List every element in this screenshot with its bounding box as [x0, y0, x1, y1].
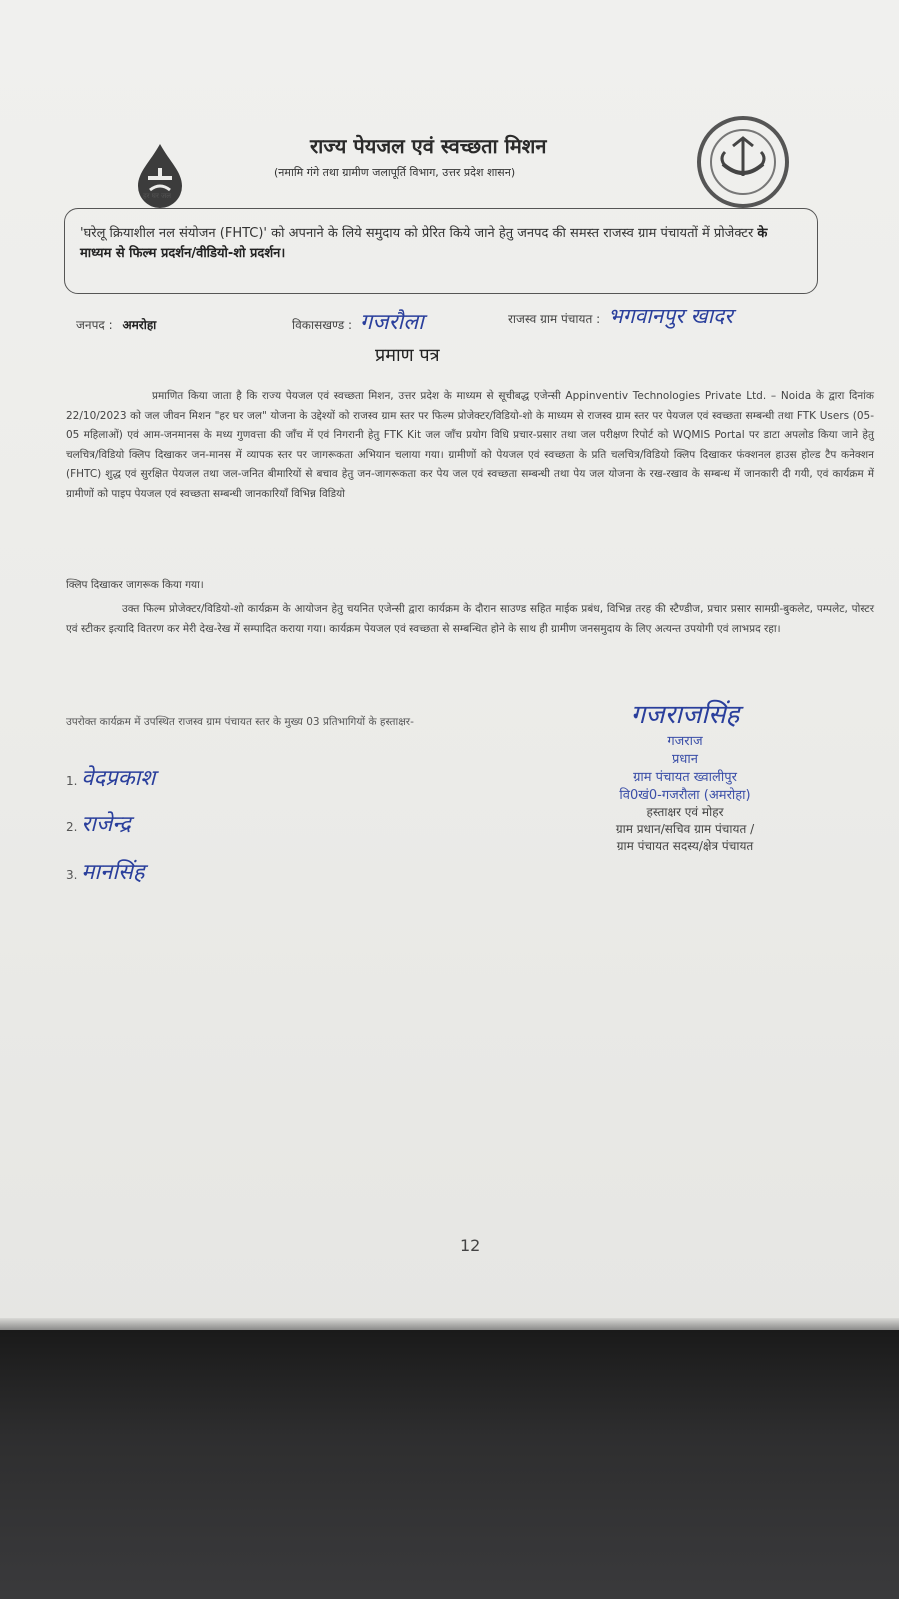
attendee-1 [66, 762, 155, 792]
signatory-role-1: ग्राम प्रधान/सचिव ग्राम पंचायत / [615, 822, 755, 836]
block-value: गजरौला [359, 310, 424, 335]
certificate-paragraph-2: उक्त फिल्म प्रोजेक्टर/विडियो-शो कार्यक्रम के आयोजन हेतु चयनित एजेन्सी द्वारा कार्यक्रम के दौरान साउण्ड सहित माईक प्रबंध, विभिन्न तरह की स्टैण्डीज, प्रचार प्रसार सामग्री-बुकलेट, पम्पलेट, पोस्टर एवं स्टीकर इत्यादि वितरण कर मेरी देख-रेख में सम्पादित कराया गया। कार्यक्रम पेयजल एवं स्वच्छता से सम्बन्धित होने के साथ ही ग्रामीण जनसमुदाय के लिए अत्यन्त उपयोगी एवं लाभप्रद रहा। [66, 603, 874, 635]
table-surface [0, 1330, 899, 1599]
gram-panchayat-value: भगवानपुर खादर [607, 304, 733, 328]
attendee-number: 1. [66, 774, 78, 788]
district-value: अमरोहा [122, 318, 157, 332]
logo-caption: हर घर जल [143, 192, 171, 200]
attendee-signature: मानसिंह [81, 860, 145, 885]
certificate-paragraph-1-end: क्लिप दिखाकर जागरूक किया गया। [66, 579, 204, 591]
header-subtitle: (नमामि गंगे तथा ग्रामीण जलापूर्ति विभाग, उत्तर प्रदेश शासन) [274, 166, 516, 179]
block-field [292, 306, 424, 336]
district-label: जनपद : [76, 318, 113, 332]
up-government-emblem [693, 112, 793, 212]
attendee-number: 3. [66, 868, 78, 882]
stamp-name: गजराज [667, 734, 703, 749]
subject-text-normal: 'घरेलू क्रियाशील नल संयोजन (FHTC)' को अपनाने के लिये समुदाय को प्रेरित किये जाने हेतु जनपद की समस्त राजस्व ग्राम पंचायतों में प्रोजेक्टर [80, 226, 758, 241]
stamp-designation: प्रधान [672, 752, 698, 767]
district-field [76, 316, 156, 333]
attendee-signature: वेदप्रकाश [81, 766, 156, 791]
sign-label: हस्ताक्षर एवं मोहर [646, 805, 724, 819]
subject-text-bold: के माध्यम से फिल्म प्रदर्शन/वीडियो-शो प्रदर्शन। [80, 226, 768, 261]
attendees-intro: उपरोक्त कार्यक्रम में उपस्थित राजस्व ग्राम पंचायत स्तर के मुख्य 03 प्रतिभागियों के हस्ताक्षर- [66, 716, 414, 728]
pradhan-signature: गजराजसिंह [630, 700, 740, 730]
gram-panchayat-field [508, 302, 733, 330]
page-number: 12 [460, 1236, 481, 1255]
certificate-title: प्रमाण पत्र [375, 345, 440, 366]
gram-panchayat-label: राजस्व ग्राम पंचायत : [508, 312, 601, 326]
attendee-2 [66, 808, 131, 838]
stamp-office: ग्राम पंचायत ख्वालीपुर [633, 770, 737, 785]
header-title: राज्य पेयजल एवं स्वच्छता मिशन [310, 134, 547, 158]
attendee-number: 2. [66, 820, 78, 834]
certificate-paragraph-1: प्रमाणित किया जाता है कि राज्य पेयजल एवं स्वच्छता मिशन, उत्तर प्रदेश के माध्यम से सूचीबद्ध एजेन्सी Appinventiv Technologies Private Ltd. – Noida के द्वारा दिनांक 22/10/2023 को जल जीवन मिशन "हर घर जल" योजना के उद्देश्यों को राजस्व ग्राम स्तर पर फिल्म प्रोजेक्टर/विडियो-शो के माध्यम से राजस्व ग्राम स्तर पर पेयजल एवं स्वच्छता सम्बन्धी तथा FTK Users (05-05 महिलाओं) एवं आम-जनमानस के मध्य गुणवत्ता की जाँच में एवं निगरानी हेतु FTK Kit जल जाँच प्रयोग विधि प्रचार-प्रसार तथा जल परीक्षण रिपोर्ट को WQMIS Portal पर डाटा अपलोड किया जाने हेतु चलचित्र/विडियो क्लिप दिखाकर जन-मानस में व्यापक स्तर पर जागरूकता अभियान चलाया गया। ग्रामीणों को पेयजल एवं स्वच्छता के प्रति चलचित्र/विडियो क्लिप दिखाकर फंक्शनल हाउस होल्ड टैप कनेक्शन (FHTC) शुद्ध एवं सुरक्षित पेयजल तथा जल-जनित बीमारियों से बचाव हेतु जन-जागरूकता कर पेय जल एवं स्वच्छता सम्बन्धी तथा पेय जल योजना के रख-रखाव के सम्बन्ध में जानकारी दी गयी, एवं कार्यक्रम में ग्रामीणों को पाइप पेयजल एवं स्वच्छता सम्बन्धी जानकारियाँ विभिन्न विडियो [66, 390, 874, 500]
signatory-role-2: ग्राम पंचायत सदस्य/क्षेत्र पंचायत [616, 839, 754, 853]
stamp-block: वि0खं0-गजरौला (अमरोहा) [619, 788, 751, 803]
subject-text [80, 224, 800, 264]
attendee-signature: राजेन्द्र [81, 812, 131, 837]
block-label: विकासखण्ड : [292, 318, 353, 332]
attendee-3 [66, 856, 145, 886]
signatory-block [560, 695, 810, 854]
